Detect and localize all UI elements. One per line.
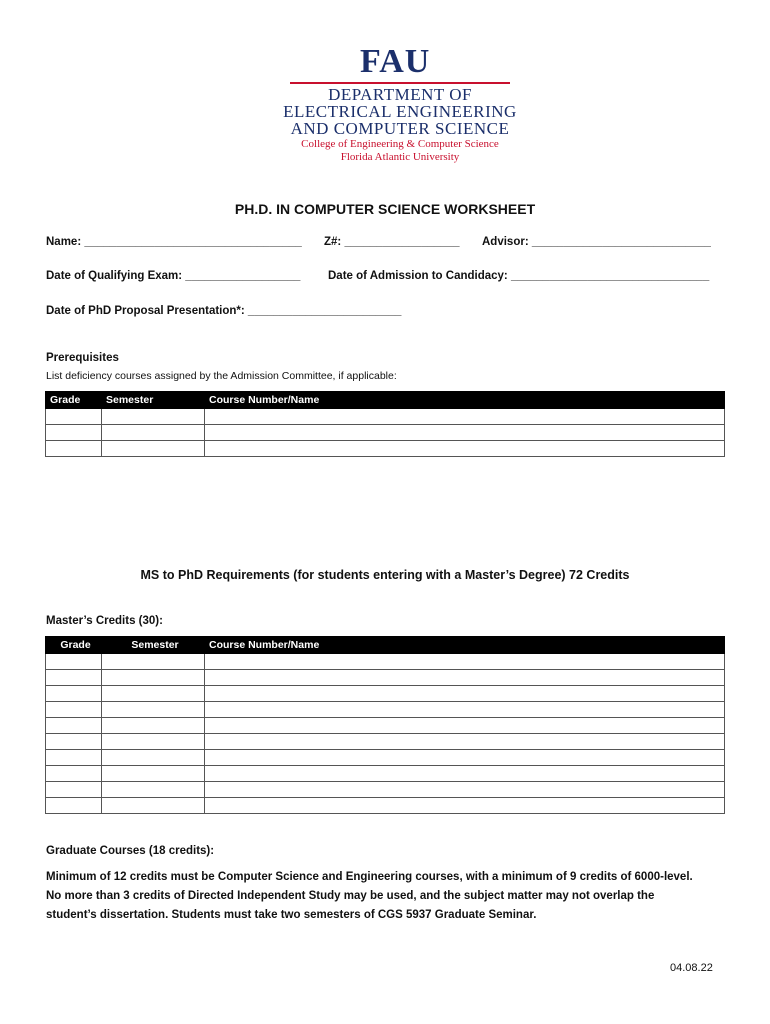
graduate-courses-line-2: No more than 3 credits of Directed Independent Study may be used, and the subject matter may not overlap the (46, 890, 655, 902)
prerequisites-note: List deficiency courses assigned by the Admission Committee, if applicable: (46, 370, 397, 382)
course-cell[interactable] (205, 702, 725, 718)
grade-cell[interactable] (46, 654, 102, 670)
grade-cell[interactable] (46, 686, 102, 702)
course-cell[interactable] (205, 670, 725, 686)
semester-cell[interactable] (102, 441, 205, 457)
table-row (46, 409, 725, 425)
table-row (46, 654, 725, 670)
graduate-courses-line-1: Minimum of 12 credits must be Computer Science and Engineering courses, with a minimum of 9 credits of 6000-level. (46, 871, 693, 883)
course-cell[interactable] (205, 718, 725, 734)
fau-logo: FAU (360, 43, 431, 80)
table-header-row (46, 392, 725, 409)
table-row (46, 766, 725, 782)
college-line-2: Florida Atlantic University (340, 151, 460, 163)
semester-cell[interactable] (102, 750, 205, 766)
table-row (46, 798, 725, 814)
table-row (46, 425, 725, 441)
semester-cell[interactable] (102, 654, 205, 670)
table-row (46, 718, 725, 734)
grade-cell[interactable] (46, 670, 102, 686)
course-cell[interactable] (205, 782, 725, 798)
grade-cell[interactable] (46, 798, 102, 814)
grade-cell[interactable] (46, 734, 102, 750)
grade-cell[interactable] (46, 782, 102, 798)
semester-cell[interactable] (102, 718, 205, 734)
grade-cell[interactable] (46, 750, 102, 766)
course-cell[interactable] (205, 798, 725, 814)
semester-cell[interactable] (102, 766, 205, 782)
grade-cell[interactable] (46, 425, 102, 441)
semester-cell[interactable] (102, 798, 205, 814)
prerequisites-heading: Prerequisites (46, 352, 119, 364)
qualifying-exam-field[interactable]: Date of Qualifying Exam: __________________ (46, 270, 301, 282)
column-header-course: Course Number/Name (205, 637, 725, 654)
course-cell[interactable] (205, 750, 725, 766)
course-cell[interactable] (205, 425, 725, 441)
worksheet-title: PH.D. IN COMPUTER SCIENCE WORKSHEET (234, 201, 536, 217)
table-row (46, 702, 725, 718)
proposal-date-field[interactable]: Date of PhD Proposal Presentation*: ________________________ (46, 305, 402, 317)
college-line-1: College of Engineering & Computer Science (301, 138, 499, 150)
grade-cell[interactable] (46, 718, 102, 734)
grade-cell[interactable] (46, 702, 102, 718)
graduate-courses-line-3: student’s dissertation. Students must take two semesters of CGS 5937 Graduate Seminar. (46, 909, 537, 921)
table-row (46, 782, 725, 798)
table-row (46, 441, 725, 457)
logo-divider (290, 82, 510, 84)
grade-cell[interactable] (46, 409, 102, 425)
grade-cell[interactable] (46, 441, 102, 457)
footer-date: 04.08.22 (670, 962, 713, 974)
column-header-semester: Semester (102, 637, 205, 654)
table-header-row (46, 637, 725, 654)
table-row (46, 670, 725, 686)
course-cell[interactable] (205, 409, 725, 425)
dept-line-3: AND COMPUTER SCIENCE (290, 119, 510, 138)
semester-cell[interactable] (102, 782, 205, 798)
semester-cell[interactable] (102, 409, 205, 425)
advisor-field[interactable]: Advisor: ____________________________ (482, 236, 711, 248)
table-row (46, 734, 725, 750)
admission-candidacy-field[interactable]: Date of Admission to Candidacy: _______________________________ (328, 270, 710, 282)
semester-cell[interactable] (102, 734, 205, 750)
graduate-courses-heading: Graduate Courses (18 credits): (46, 845, 215, 857)
column-header-course: Course Number/Name (205, 392, 725, 409)
table-row (46, 686, 725, 702)
semester-cell[interactable] (102, 702, 205, 718)
name-field[interactable]: Name: __________________________________ (46, 236, 302, 248)
course-cell[interactable] (205, 686, 725, 702)
course-cell[interactable] (205, 654, 725, 670)
masters-credits-heading: Master’s Credits (30): (46, 615, 163, 627)
course-cell[interactable] (205, 766, 725, 782)
course-cell[interactable] (205, 734, 725, 750)
course-cell[interactable] (205, 441, 725, 457)
semester-cell[interactable] (102, 670, 205, 686)
column-header-semester: Semester (102, 392, 205, 409)
ms-to-phd-heading: MS to PhD Requirements (for students entering with a Master’s Degree) 72 Credits (140, 568, 630, 582)
dept-line-2: ELECTRICAL ENGINEERING (283, 102, 517, 121)
semester-cell[interactable] (102, 686, 205, 702)
grade-cell[interactable] (46, 766, 102, 782)
column-header-grade: Grade (46, 392, 102, 409)
dept-line-1: DEPARTMENT OF (328, 85, 472, 104)
semester-cell[interactable] (102, 425, 205, 441)
masters-credits-table (45, 636, 725, 814)
prerequisites-table (45, 391, 725, 457)
column-header-grade: Grade (46, 637, 102, 654)
table-row (46, 750, 725, 766)
z-number-field[interactable]: Z#: __________________ (324, 236, 460, 248)
